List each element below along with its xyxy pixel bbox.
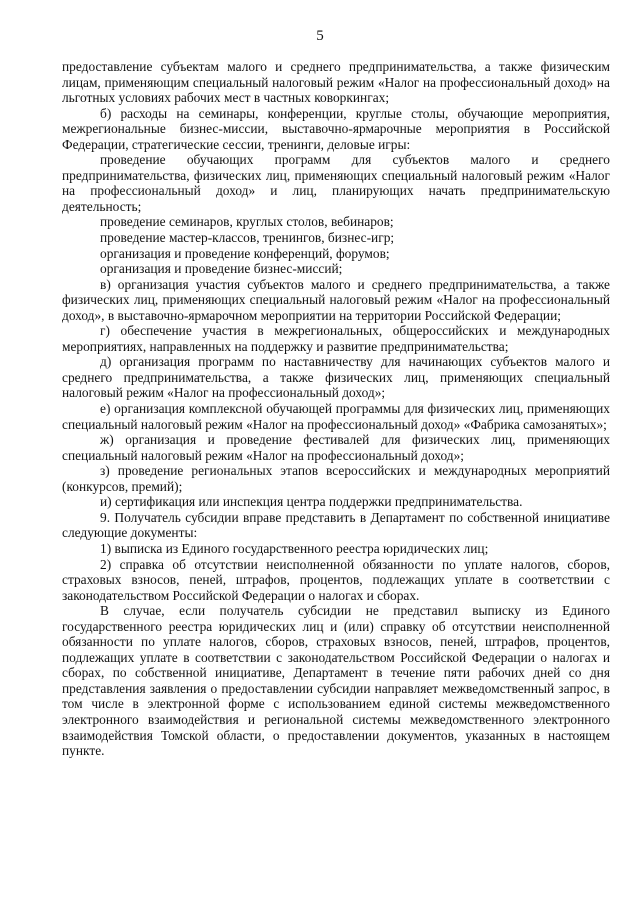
paragraph-item-z: з) проведение региональных этапов всероссийских и международных мероприятий (конкурсов, премий); [62,463,610,494]
page-number: 5 [316,28,324,44]
paragraph-clause-9: 9. Получатель субсидии вправе представить в Департамент по собственной инициативе следующие документы: [62,509,610,541]
paragraph-item-g: г) обеспечение участия в межрегиональных, общероссийских и международных мероприятиях, направленных на поддержку и развитие предпринимательства; [62,323,610,354]
paragraph-continuation: предоставление субъектам малого и среднего предпринимательства, а также физическим лицам, применяющим специальный налоговый режим «Налог на профессиональный доход» на льготных условиях рабочих мест в частных коворкингах; [62,59,610,106]
paragraph-master-classes: проведение мастер-классов, тренингов, бизнес-игр; [100,230,395,246]
paragraph-business-missions: организация и проведение бизнес-миссий; [100,261,343,277]
paragraph-document-2: 2) справка об отсутствии неисполненной обязанности по уплате налогов, сборов, страховых взносов, пеней, штрафов, процентов, подлежащих уплате в соответствии с законодательством Российской Федерации о налогах и сборах. [62,556,610,603]
paragraph-item-v: в) организация участия субъектов малого и среднего предпринимательства, а также физических лиц, применяющих специальный налоговый режим «Налог на профессиональный доход», в выставочно-ярмарочном мероприятии на территории Российской Федерации; [62,276,610,323]
paragraph-item-e: е) организация комплексной обучающей программы для физических лиц, применяющих специальный налоговый режим «Налог на профессиональный доход» «Фабрика самозанятых»; [62,401,610,432]
paragraph-seminars: проведение семинаров, круглых столов, вебинаров; [100,214,394,230]
paragraph-item-d: д) организация программ по наставничеству для начинающих субъектов малого и среднего предпринимательства, а также физических лиц, применяющих специальный налоговый режим «Налог на профессиональный доход»; [62,354,610,401]
paragraph-item-b: б) расходы на семинары, конференции, круглые столы, обучающие мероприятия, межрегиональные бизнес-миссии, выставочно-ярмарочные мероприятия в Российской Федерации, стратегические сессии, тренинги, деловые игры: [62,105,610,152]
paragraph-training-programs: проведение обучающих программ для субъектов малого и среднего предпринимательства, физических лиц, применяющих специальный налоговый режим «Налог на профессиональный доход» и лиц, планирующих начать предпринимательскую деятельность; [62,152,610,214]
paragraph-item-zh: ж) организация и проведение фестивалей для физических лиц, применяющих специальный налоговый режим «Налог на профессиональный доход»; [62,432,610,463]
paragraph-document-1: 1) выписка из Единого государственного реестра юридических лиц; [100,540,489,556]
paragraph-item-i: и) сертификация или инспекция центра поддержки предпринимательства. [100,494,523,510]
paragraph-interagency-request: В случае, если получатель субсидии не представил выписку из Единого государственного реестра юридических лиц и (или) справку об отсутствии неисполненной обязанности по уплате налогов, сборов, страховых взносов, пеней, штрафов, процентов, подлежащих уплате в соответствии с законодательством Российской Федерации о налогах и сборах, по собственной инициативе, Департамент в течение пяти рабочих дней со дня представления заявления о предоставлении субсидии направляет межведомственный запрос, в том числе в электронной форме с использованием единой системы межведомственного электронного взаимодействия и региональной системы межведомственного электронного взаимодействия Томской области, о предоставлении документов, указанных в настоящем пункте. [62,603,610,759]
paragraph-conferences: организация и проведение конференций, форумов; [100,245,390,261]
document-body [62,59,610,759]
